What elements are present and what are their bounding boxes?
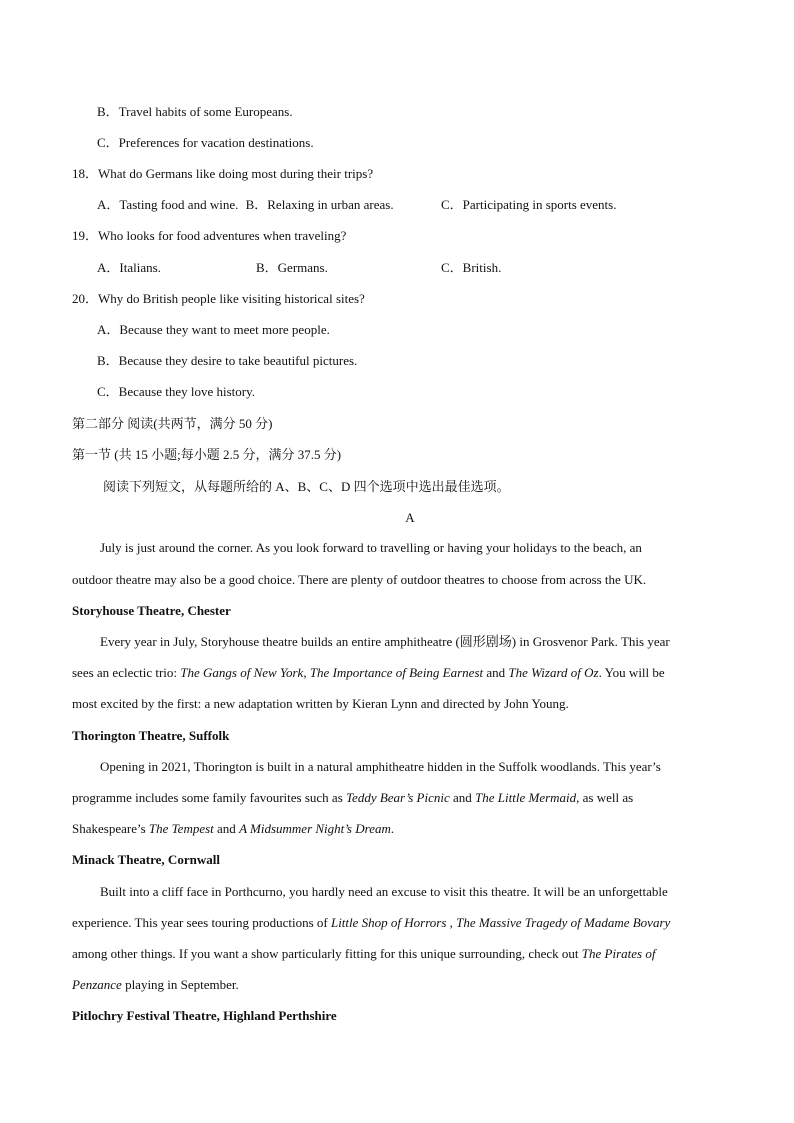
play-title: The Massive Tragedy of Madame Bovary xyxy=(456,915,671,930)
question-19-option-a: A．Italians. xyxy=(97,260,161,275)
question-20-option-c: C．Because they love history. xyxy=(97,384,256,399)
question-19-option-c: C．British. xyxy=(441,260,502,275)
passage-intro-line-2: outdoor theatre may also be a good choice. There are plenty of outdoor theatres to choose from across the UK. xyxy=(72,572,647,587)
play-title: The Pirates of xyxy=(581,946,656,961)
question-18-options xyxy=(97,197,617,213)
minack-line-2-text-a: experience. This year sees touring productions of xyxy=(72,915,331,930)
play-title: The Gangs of New York, The Importance of Being Earnest xyxy=(180,665,484,680)
play-title: The Tempest xyxy=(148,821,214,836)
play-title: The Wizard of Oz xyxy=(508,665,599,680)
play-title: Penzance xyxy=(72,977,122,992)
question-20-option-a: A．Because they want to meet more people. xyxy=(97,322,330,337)
question-17-option-c: C．Preferences for vacation destinations. xyxy=(97,135,314,150)
question-18-option-c: C．Participating in sports events. xyxy=(441,197,617,212)
question-19-options xyxy=(97,260,597,276)
question-18-option-a: A．Tasting food and wine. xyxy=(97,197,239,212)
question-20-option-b: B．Because they desire to take beautiful pictures. xyxy=(97,353,358,368)
storyhouse-line-2-and: and xyxy=(483,665,509,680)
thorington-line-3-text-b: . xyxy=(390,821,395,836)
passage-intro-line-1: July is just around the corner. As you look forward to travelling or having your holidays to the beach, an xyxy=(100,540,642,555)
storyhouse-line-2-text-a: sees an eclectic trio: xyxy=(72,665,181,680)
minack-line-4-text: playing in September. xyxy=(121,977,239,992)
thorington-line-2-text-a: programme includes some family favourites such as xyxy=(72,790,347,805)
question-18-option-b: B．Relaxing in urban areas. xyxy=(245,197,394,212)
thorington-line-3 xyxy=(72,821,394,837)
theatre-heading-pitlochry: Pitlochry Festival Theatre, Highland Perthshire xyxy=(72,1008,337,1023)
thorington-line-3-and: and xyxy=(213,821,240,836)
question-20-stem: 20．Why do British people like visiting historical sites? xyxy=(72,291,365,306)
storyhouse-line-2-text-b: . You will be xyxy=(598,665,665,680)
minack-line-3-text-a: among other things. If you want a show particularly fitting for this unique surrounding, check out xyxy=(72,946,582,961)
minack-line-2 xyxy=(72,915,670,931)
play-title: Little Shop of Horrors xyxy=(330,915,447,930)
theatre-heading-thorington: Thorington Theatre, Suffolk xyxy=(72,728,230,743)
part-two-heading: 第二部分 阅读(共两节，满分 50 分) xyxy=(72,416,273,431)
passage-label: A xyxy=(405,510,415,525)
minack-line-2-separator: , xyxy=(446,915,457,930)
reading-instruction: 阅读下列短文，从每题所给的 A、B、C、D 四个选项中选出最佳选项。 xyxy=(103,479,510,494)
question-19-option-b: B．Germans. xyxy=(256,260,328,275)
thorington-line-1: Opening in 2021, Thorington is built in a natural amphitheatre hidden in the Suffolk woodlands. This year’s xyxy=(100,759,661,774)
minack-line-4 xyxy=(72,977,239,993)
minack-line-3 xyxy=(72,946,655,962)
question-19-stem: 19．Who looks for food adventures when traveling? xyxy=(72,228,347,243)
thorington-line-3-text-a: Shakespeare’s xyxy=(72,821,149,836)
minack-line-1: Built into a cliff face in Porthcurno, you hardly need an excuse to visit this theatre. It will be an unforgettable xyxy=(100,884,668,899)
section-one-heading: 第一节 (共 15 小题;每小题 2.5 分，满分 37.5 分) xyxy=(72,447,342,462)
storyhouse-line-3: most excited by the first: a new adaptation written by Kieran Lynn and directed by John Young. xyxy=(72,696,569,711)
storyhouse-line-1: Every year in July, Storyhouse theatre builds an entire amphitheatre (圆形剧场) in Grosvenor Park. This year xyxy=(100,634,670,649)
theatre-heading-minack: Minack Theatre, Cornwall xyxy=(72,852,220,867)
thorington-line-2-text-b: , as well as xyxy=(576,790,634,805)
play-title: A Midsummer Night’s Dream xyxy=(239,821,391,836)
thorington-line-2 xyxy=(72,790,633,806)
play-title: Teddy Bear’s Picnic xyxy=(346,790,450,805)
question-18-stem: 18．What do Germans like doing most during their trips? xyxy=(72,166,374,181)
theatre-heading-storyhouse: Storyhouse Theatre, Chester xyxy=(72,603,231,618)
question-17-option-b: B．Travel habits of some Europeans. xyxy=(97,104,293,119)
play-title: The Little Mermaid xyxy=(475,790,577,805)
storyhouse-line-2 xyxy=(72,665,665,681)
thorington-line-2-and: and xyxy=(449,790,476,805)
